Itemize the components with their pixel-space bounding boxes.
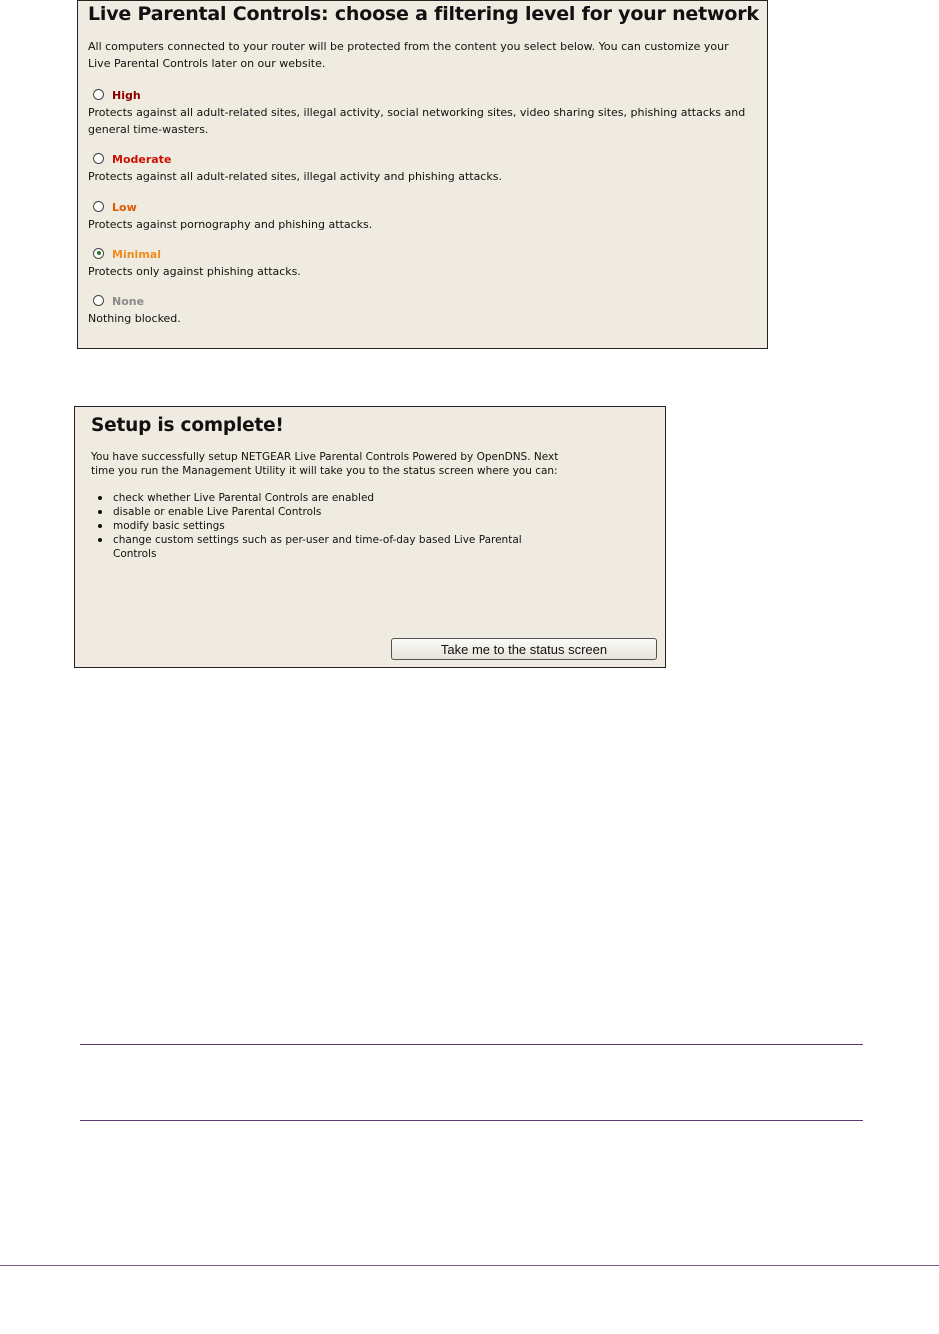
setup-complete-panel [74,406,666,668]
option-none[interactable] [88,291,758,327]
option-description-low: Protects against pornography and phishing attacks. [88,218,373,231]
status-features-list [91,491,551,561]
page-footer-divider [0,1265,939,1266]
filtering-level-panel [77,0,768,349]
option-low[interactable] [88,197,758,233]
filtering-panel-intro: All computers connected to your router will be protected from the content you select below. You can customize your Live Parental Controls later on our website. [88,40,729,70]
list-item: disable or enable Live Parental Controls [91,505,551,519]
radio-high[interactable] [93,89,104,100]
status-screen-button[interactable]: Take me to the status screen [391,638,657,660]
radio-minimal[interactable] [93,248,104,259]
note-top-divider [80,1044,863,1045]
option-label-none[interactable]: None [112,294,145,308]
setup-complete-title: Setup is complete! [91,415,284,436]
setup-complete-intro: You have successfully setup NETGEAR Live Parental Controls Powered by OpenDNS. Next time you run the Management Utility it will take you to the status screen where you can: [91,451,559,477]
filtering-panel-title: Live Parental Controls: choose a filtering level for your network [88,3,759,25]
list-item: modify basic settings [91,519,551,533]
option-description-moderate: Protects against all adult-related sites, illegal activity and phishing attacks. [88,170,502,183]
option-description-high: Protects against all adult-related sites, illegal activity, social networking sites, video sharing sites, phishing attacks and general time-wasters. [88,106,746,136]
radio-none[interactable] [93,295,104,306]
option-label-low[interactable]: Low [112,200,137,214]
option-label-high[interactable]: High [112,88,141,102]
option-description-minimal: Protects only against phishing attacks. [88,265,301,278]
option-minimal[interactable] [88,244,758,280]
option-moderate[interactable] [88,149,758,185]
radio-moderate[interactable] [93,153,104,164]
list-item: check whether Live Parental Controls are enabled [91,491,551,505]
radio-low[interactable] [93,201,104,212]
note-bottom-divider [80,1120,863,1121]
list-item: change custom settings such as per-user and time-of-day based Live Parental Controls [91,533,551,561]
option-label-moderate[interactable]: Moderate [112,152,172,166]
option-label-minimal[interactable]: Minimal [112,247,161,261]
option-high[interactable] [88,85,758,138]
option-description-none: Nothing blocked. [88,312,181,325]
